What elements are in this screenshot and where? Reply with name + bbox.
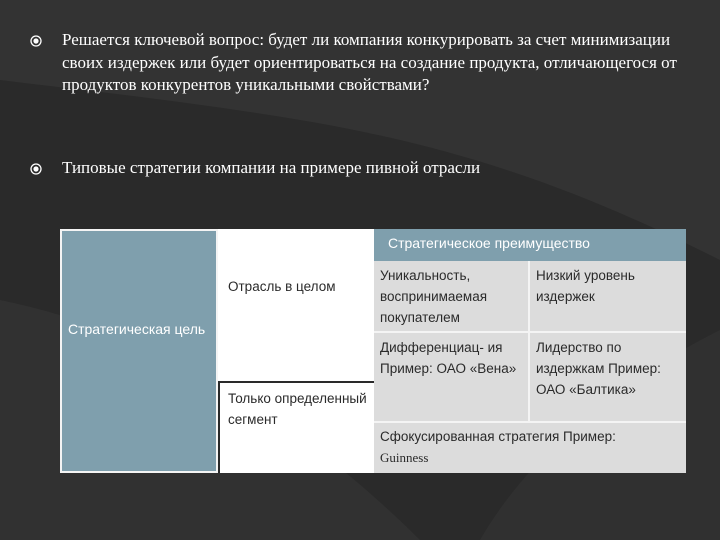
focus-strategy-cell — [374, 423, 686, 473]
row2-label-cell — [218, 381, 374, 473]
row1-label-cell — [218, 229, 374, 381]
bullet-marker-icon — [30, 157, 62, 180]
differentiation-text: Дифференциац- ия Пример: ОАО «Вена» — [380, 340, 517, 376]
column-header: Стратегическое преимущество — [388, 235, 590, 251]
col1-header-cell — [374, 261, 530, 333]
strategy-table — [60, 229, 686, 473]
col1-label: Уникальность, воспринимаемая покупателем — [380, 268, 488, 325]
bullet-text: Решается ключевой вопрос: будет ли компания конкурировать за счет минимизации своих издержек или будет ориентироваться на создание продукта, отличающегося от продуктов конкурентов уникальными свойствами? — [62, 30, 677, 94]
row-axis-label: Стратегическая цель — [68, 321, 206, 337]
row2-label: Только определенный сегмент — [228, 391, 367, 427]
focus-strategy-text: Сфокусированная стратегия Пример: — [380, 429, 616, 444]
bullet-point-2 — [30, 157, 690, 180]
row1-label: Отрасль в целом — [228, 279, 336, 294]
row-axis-cell — [60, 229, 218, 473]
differentiation-cell — [374, 333, 530, 423]
col2-label: Низкий уровень издержек — [536, 268, 635, 304]
bullet-point-1 — [30, 29, 690, 97]
focus-example-text: Guinness — [380, 450, 429, 465]
cost-leadership-cell — [530, 333, 686, 423]
cost-leadership-text: Лидерство по издержкам Пример: ОАО «Балтика» — [536, 340, 661, 397]
bullet-marker-icon — [30, 29, 62, 97]
col2-header-cell — [530, 261, 686, 333]
column-header-cell — [374, 229, 686, 261]
bullet-text: Типовые стратегии компании на примере пивной отрасли — [62, 158, 481, 177]
